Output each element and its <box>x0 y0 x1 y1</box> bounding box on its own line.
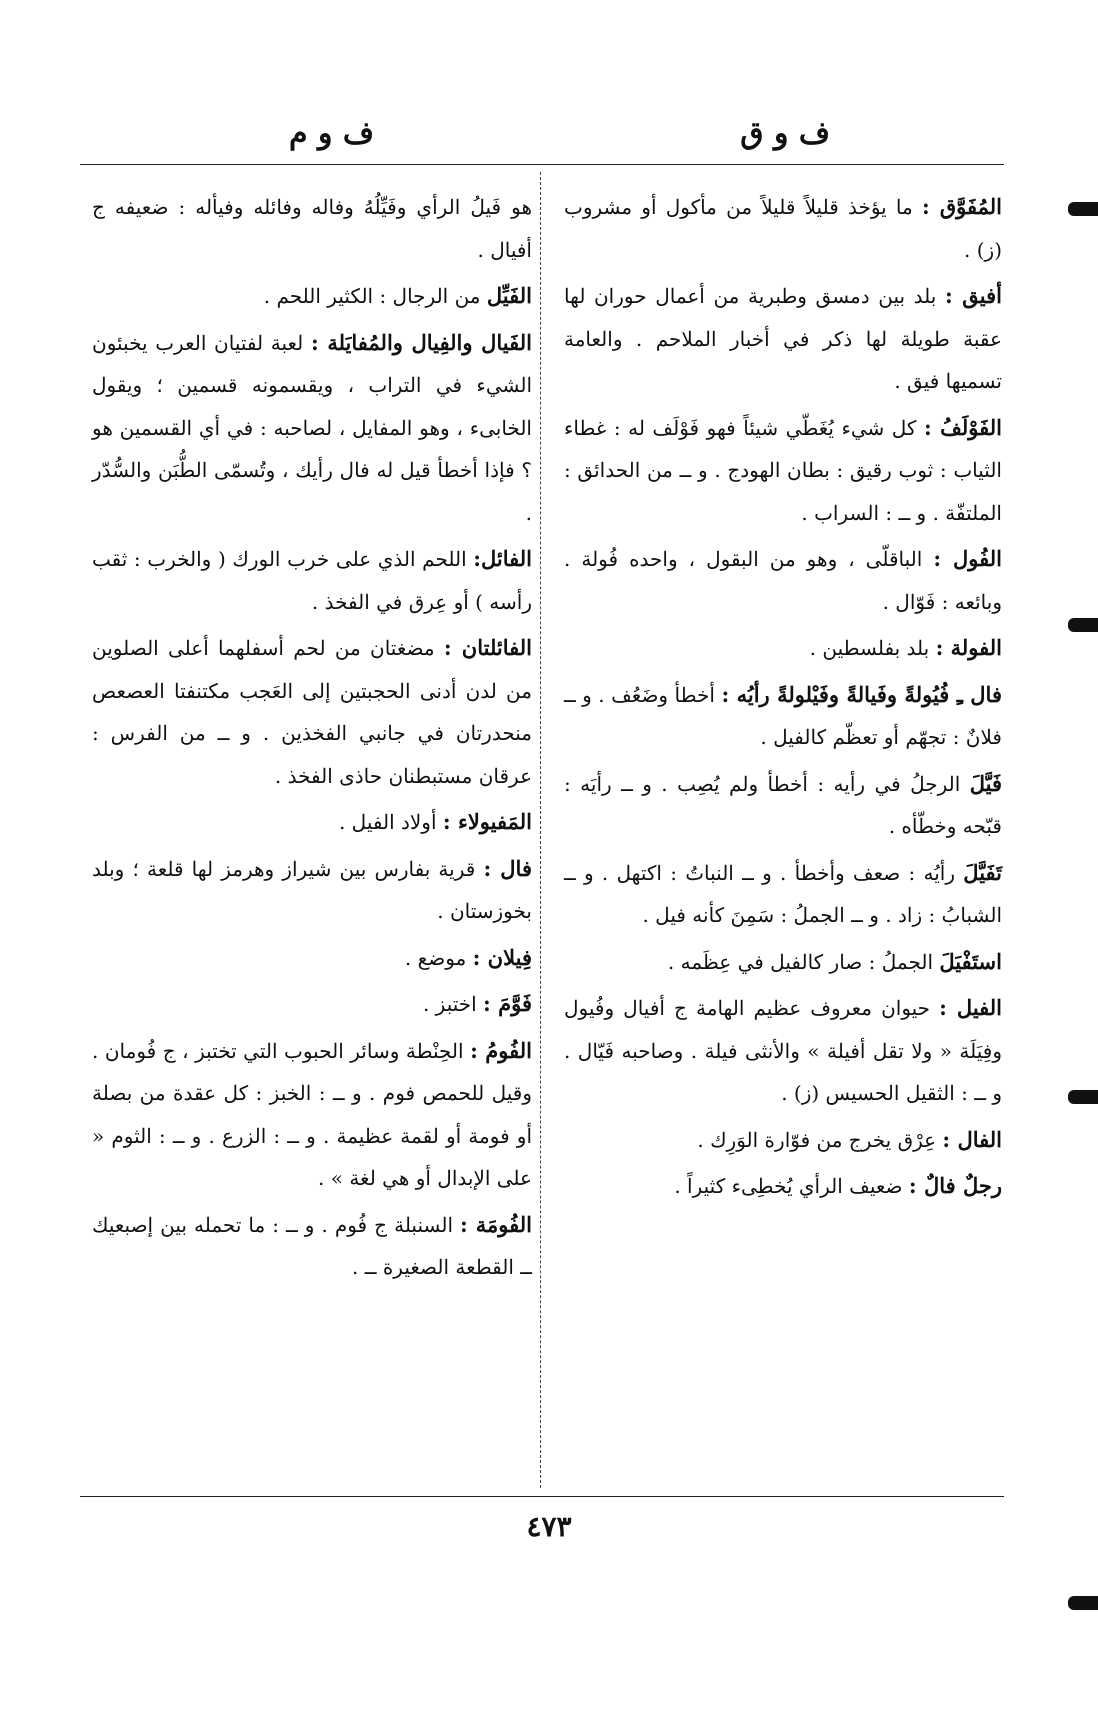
entry-headword: الفائلتان : <box>443 635 532 660</box>
entry-headword: الفَيِّل <box>486 283 532 308</box>
dictionary-entry <box>92 275 532 318</box>
dictionary-entry <box>92 983 532 1026</box>
entry-definition: اختبز . <box>422 992 477 1016</box>
entry-definition: حيوان معروف عظيم الهامة ج أفيال وفُيول وفِيَلَة « ولا تقل أفيلة » والأنثى فيلة . وصاحبه فَيّال . و ــ : الثقيل الحسيس (ز) . <box>564 996 1002 1105</box>
header-root-right: ف و ق <box>740 116 830 151</box>
entry-headword: الفولة : <box>935 635 1002 660</box>
entry-headword: فَيَّلَ <box>969 770 1002 796</box>
entry-definition: بلد بين دمسق وطبرية من أعمال حوران لها عقبة طويلة لها ذكر في أخبار الملاحم . والعامة تسميها فيق . <box>564 284 1002 393</box>
left-column <box>92 186 532 1293</box>
entry-definition: مضغتان من لحم أسفلهما أعلى الصلوين من لدن أدنى الحجبتين إلى العَجب مكتنفتا العصعص منحدرتان في جانبي الفخذين . و ــ من الفرس : عرقان مستبطنان حاذى الفخذ . <box>92 636 532 788</box>
dictionary-entry <box>564 941 1002 984</box>
dictionary-entry <box>92 1030 532 1200</box>
dictionary-entry <box>564 987 1002 1115</box>
dictionary-entry <box>564 763 1002 848</box>
entry-definition: أخطأ وضَعُف . و ــ فلانٌ : تجهّم أو تعظّم كالفيل . <box>564 682 1002 749</box>
dictionary-entry <box>564 852 1002 937</box>
entry-headword: فِيلان : <box>472 944 532 970</box>
entry-definition: رأيُه : صعف وأخطأ . و ــ النباتُ : اكتهل . و ــ الشبابُ : زاد . و ــ الجملُ : سَمِنَ كأنه فيل . <box>564 860 1002 927</box>
entry-headword: الفُول : <box>933 546 1002 571</box>
header-rule <box>80 164 1004 165</box>
entry-headword: الفُومُ : <box>470 1037 532 1063</box>
column-divider <box>540 172 541 1488</box>
entry-headword: فَوَّمَ : <box>483 991 532 1016</box>
entry-definition: الرجلُ في رأيه : أخطأ ولم يُصِب . و ــ رأيَه : قبّحه وخطّأه . <box>564 771 1002 838</box>
page-header <box>0 116 1098 156</box>
entry-definition: ضعيف الرأي يُخطِىء كثيراً . <box>674 1174 903 1198</box>
entry-headword: استَفْيَلَ <box>939 948 1002 974</box>
entry-headword: المَفيولاء : <box>442 809 532 834</box>
dictionary-entry <box>564 186 1002 271</box>
entry-definition: الجملُ : صار كالفيل في عِظَمه . <box>667 949 933 974</box>
entry-definition: بلد بفلسطين . <box>809 636 930 660</box>
entry-headword: الفائل: <box>473 546 532 571</box>
dictionary-entry <box>92 848 532 933</box>
edge-mark <box>1068 202 1098 216</box>
entry-headword: فال : <box>483 855 532 881</box>
entry-definition: اللحم الذي على خرب الورك ( والخرب : ثقب رأسه ) أو عِرق في الفخذ . <box>92 547 532 614</box>
dictionary-entry <box>564 538 1002 623</box>
edge-mark <box>1068 1596 1098 1610</box>
entry-headword: رجلٌ فالٌ : <box>908 1173 1002 1198</box>
footer-rule <box>80 1496 1004 1497</box>
dictionary-entry <box>564 674 1002 759</box>
header-root-left: ف و م <box>288 116 374 151</box>
dictionary-entry <box>564 1119 1002 1162</box>
entry-definition: عِرْق يخرج من فوّارة الوَرِك . <box>697 1127 937 1152</box>
entry-headword: الفيل : <box>939 995 1003 1020</box>
entry-headword: الفال : <box>942 1126 1002 1152</box>
dictionary-entry <box>92 627 532 797</box>
dictionary-entry <box>564 627 1002 670</box>
entry-headword: المُفَوَّق : <box>921 194 1003 219</box>
entry-definition: السنبلة ج فُوم . و ــ : ما تحمله بين إصبعيك ــ القطعة الصغيرة ــ . <box>92 1212 532 1279</box>
dictionary-entry <box>92 937 532 980</box>
entry-definition: قرية بفارس بين شيراز وهرمز لها قلعة ؛ وبلد بخوزستان . <box>92 856 532 923</box>
entry-definition: الباقلّى ، وهو من البقول ، واحده فُولة . وبائعه : فَوّال . <box>564 547 1002 614</box>
dictionary-entry <box>92 538 532 623</box>
entry-headword: فال ـِ فُيُولةً وفَيالةً وفَيْلولةً رأيُه : <box>721 681 1002 707</box>
page-number: ٤٧٣ <box>526 1510 572 1543</box>
entry-headword: تَفَيَّلَ <box>963 859 1003 885</box>
entry-headword: الفَيال والفِيال والمُفايَلة : <box>310 329 532 355</box>
entry-definition: موضع . <box>404 945 467 970</box>
entry-definition: من الرجال : الكثير اللحم . <box>263 284 481 308</box>
entry-definition: أولاد الفيل . <box>338 810 437 834</box>
edge-mark <box>1068 618 1098 632</box>
dictionary-entry <box>564 407 1002 535</box>
entry-definition: لعبة لفتيان العرب يخبئون الشيء في التراب ، ويقسمونه قسمين ؛ ويقول الخابىء ، وهو المفايل ، لصاحبه : في أي القسمين هو ؟ فإذا أخطأ قيل له فال رأيك ، وتُسمّى الطُّبَن والسُّدّر . <box>92 330 532 525</box>
entry-headword: الفُومَة : <box>460 1211 532 1237</box>
dictionary-entry <box>92 322 532 535</box>
entry-definition: الحِنْطة وسائر الحبوب التي تختبز ، ج فُومان . وقيل للحمص فوم . و ــ : الخبز : كل عقدة من بصلة أو فومة أو لقمة عظيمة . و ــ : الزرع . و ــ : الثوم « على الإبدال أو هي لغة » . <box>92 1038 532 1190</box>
entry-definition: كل شيء يُغَطّي شيئاً فهو فَوْلَف له : غطاء الثياب : ثوب رقيق : بطان الهودج . و ــ من الحدائق : الملتفّة . و ــ : السراب . <box>564 415 1002 525</box>
entry-definition: ما يؤخذ قليلاً قليلاً من مأكول أو مشروب (ز) . <box>564 195 1002 262</box>
entry-definition: هو فَيلُ الرأي وفَيِّلُهُ وفاله وفائله وفيأله : ضعيفه ج أفيال . <box>92 195 532 262</box>
right-column <box>564 186 1002 1212</box>
dictionary-entry <box>564 275 1002 403</box>
edge-mark <box>1068 1090 1098 1104</box>
dictionary-entry <box>564 1165 1002 1208</box>
dictionary-entry <box>92 801 532 844</box>
dictionary-entry <box>92 186 532 271</box>
entry-headword: الفَوْلَفُ : <box>923 414 1003 440</box>
entry-headword: أفيق : <box>944 283 1002 308</box>
dictionary-entry <box>92 1204 532 1289</box>
